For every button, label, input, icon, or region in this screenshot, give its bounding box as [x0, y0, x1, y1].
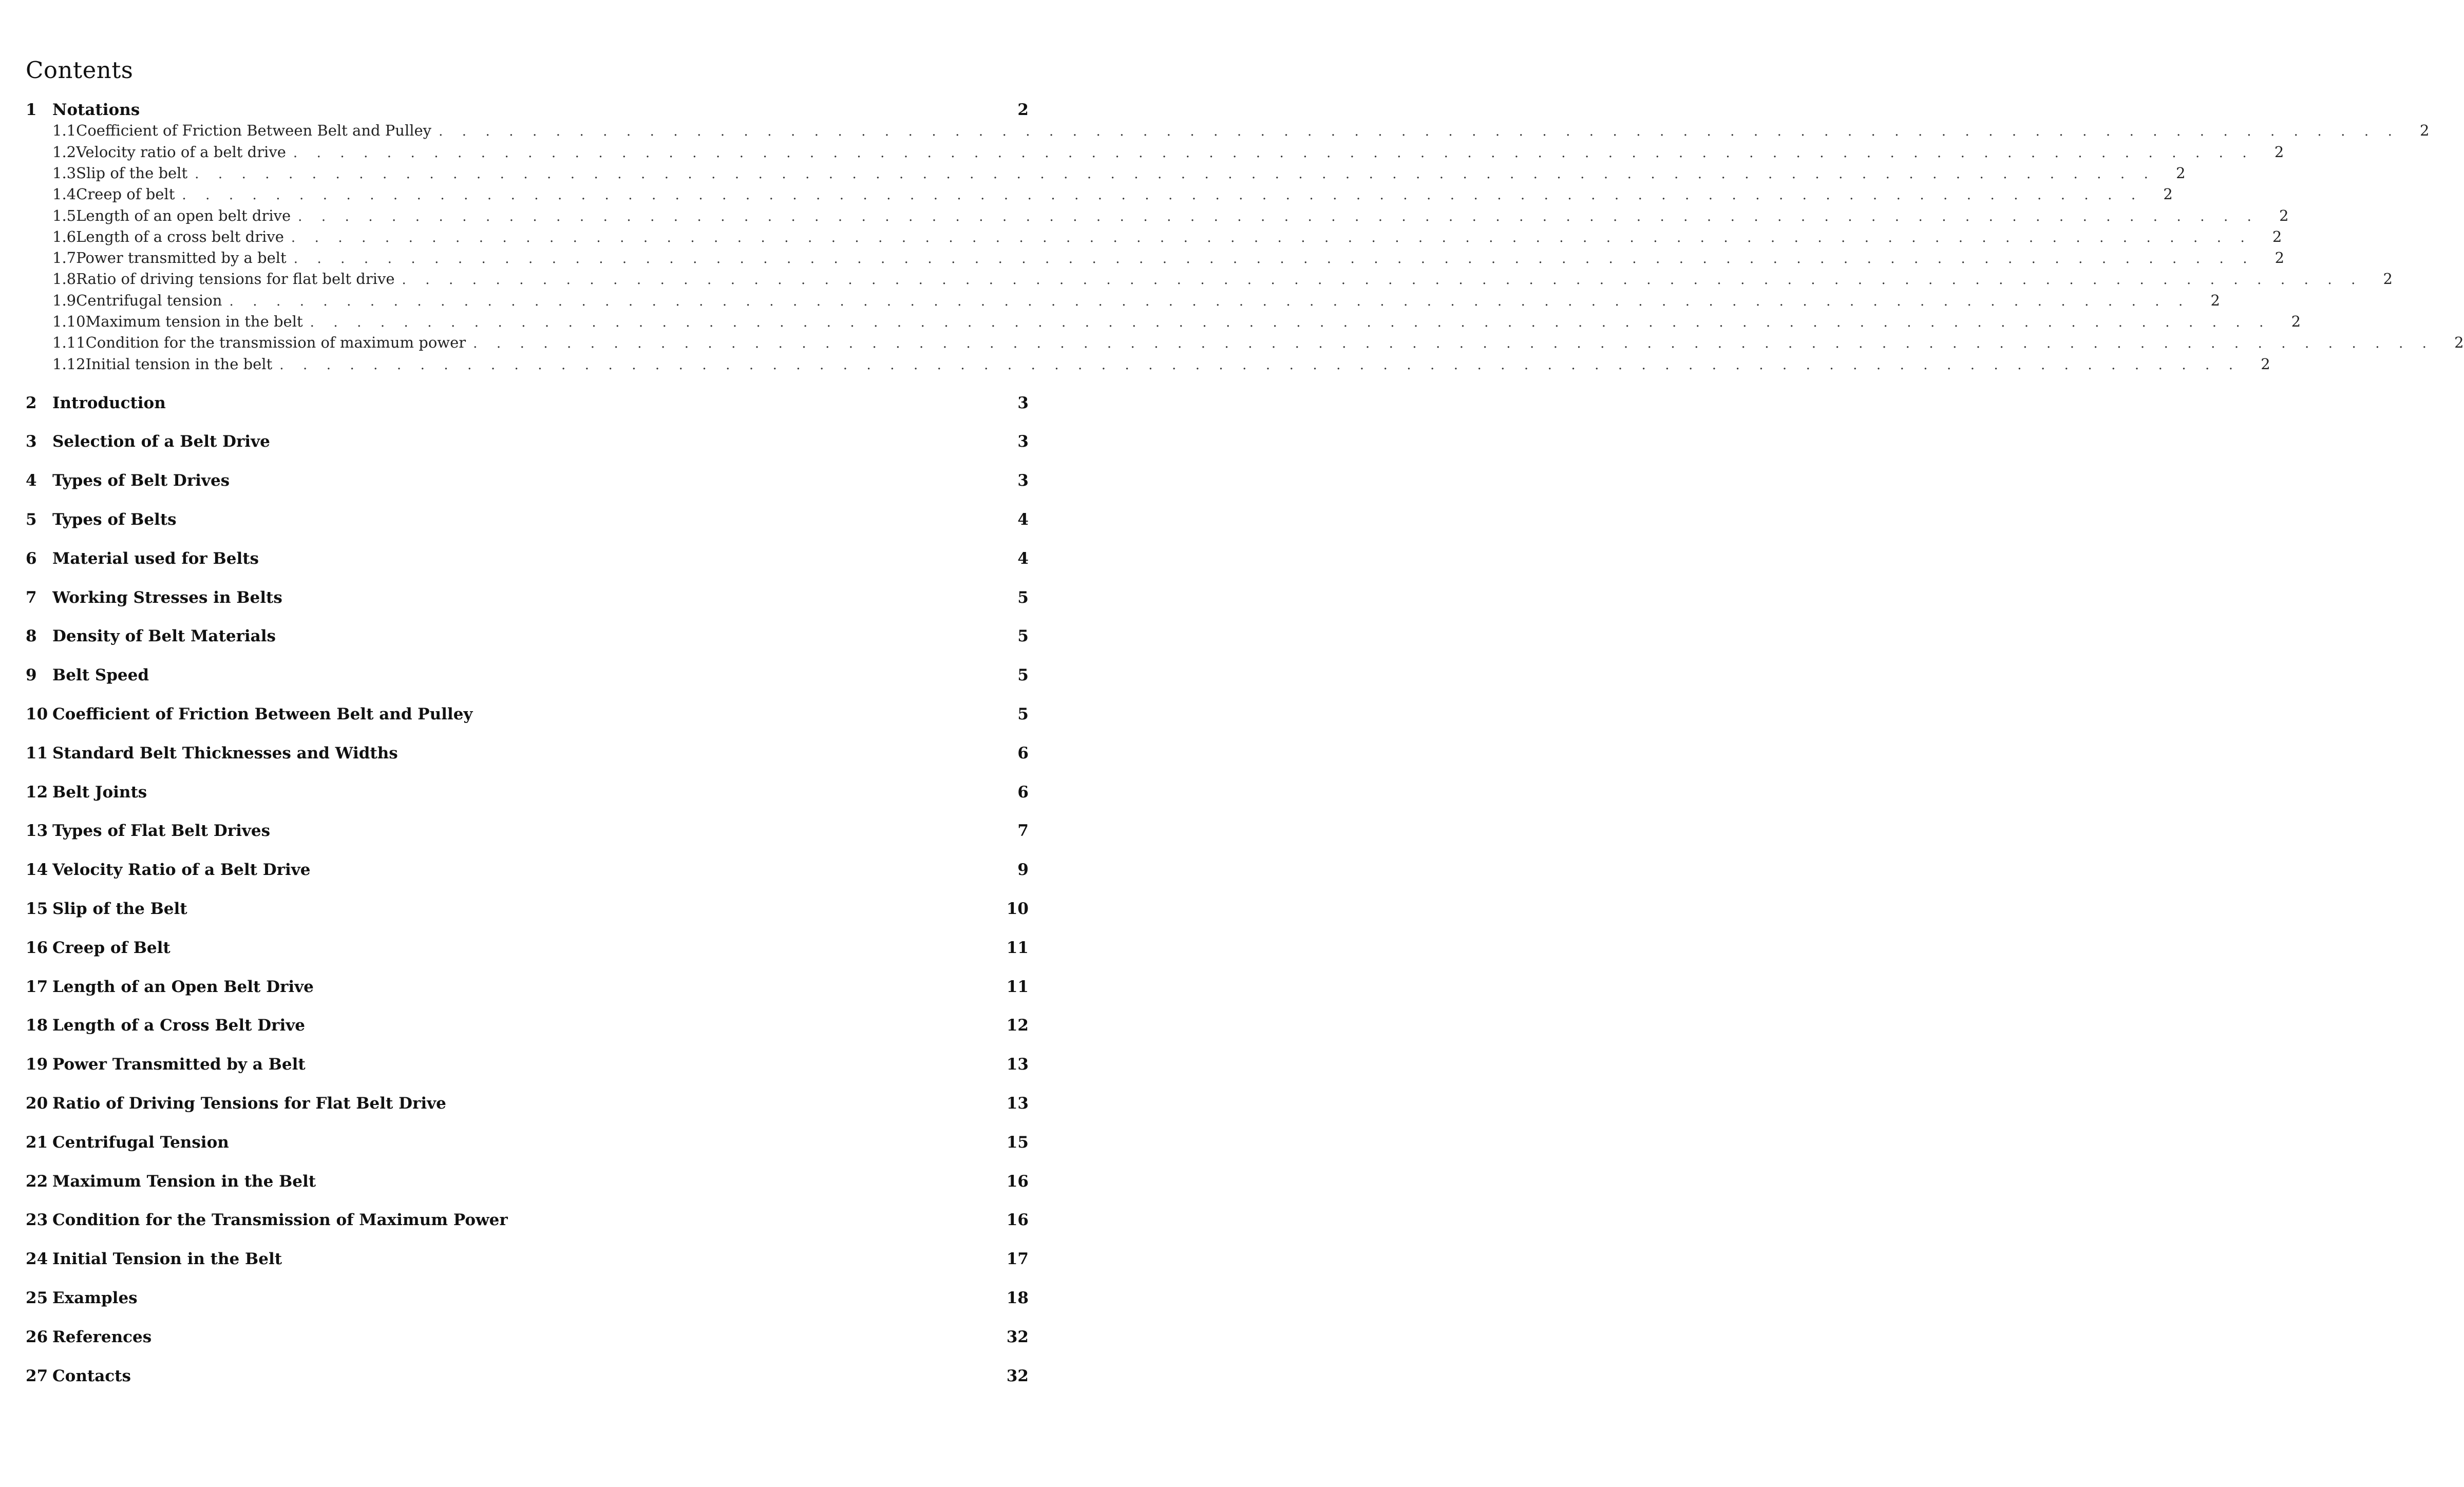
- toc-section-entry[interactable]: [26, 1016, 1029, 1037]
- toc-subsection-entry[interactable]: [26, 122, 2430, 141]
- toc-entry-title: Maximum tension in the belt: [85, 313, 303, 330]
- toc-entry-title: Power transmitted by a belt: [76, 249, 287, 266]
- toc-entry-number: 11: [26, 744, 48, 762]
- toc-entry-number: 27: [26, 1367, 48, 1385]
- toc-entry-page: 16: [1006, 1211, 1029, 1229]
- toc-entry-title: Coefficient of Friction Between Belt and Pulley: [76, 122, 432, 139]
- toc-entry-page: 16: [1006, 1172, 1029, 1191]
- toc-section-entry[interactable]: [26, 588, 1029, 609]
- toc-page: [26, 0, 2464, 1487]
- toc-entry-number: 14: [26, 861, 48, 879]
- toc-entry-title: Maximum Tension in the Belt: [52, 1172, 316, 1191]
- toc-entry-page: 18: [1006, 1289, 1029, 1307]
- toc-section-entry[interactable]: [26, 1328, 1029, 1348]
- toc-entry-number: 15: [26, 900, 48, 918]
- toc-entry-page: 3: [1017, 394, 1029, 412]
- toc-entry-title: Initial Tension in the Belt: [52, 1250, 282, 1268]
- toc-entry-title: Velocity Ratio of a Belt Drive: [52, 861, 311, 879]
- toc-entry-page: 13: [1006, 1094, 1029, 1113]
- toc-entry-title: Condition for the Transmission of Maximum Power: [52, 1211, 508, 1229]
- toc-entry-page: 32: [1006, 1328, 1029, 1346]
- toc-entry-page: 15: [1006, 1133, 1029, 1152]
- toc-entry-number: 13: [26, 822, 48, 840]
- toc-entry-title: Contacts: [52, 1367, 131, 1385]
- toc-dot-leader: . . . . . . . . . . . . . . . . . . . . . . . . . . . . . . . . . . . . . . . . . . . . . . . . . . . . . . . . . . . . . . . . . . . . . . . . . . . . . . . . . . . .: [195, 166, 2156, 182]
- toc-entry-title: Velocity ratio of a belt drive: [76, 143, 286, 161]
- toc-entry-number: 1.1: [52, 122, 77, 139]
- toc-entry-number: 7: [26, 588, 37, 607]
- toc-entry-page: 2: [2176, 164, 2186, 182]
- toc-entry-title: Centrifugal Tension: [52, 1133, 229, 1152]
- toc-entry-page: 2: [1017, 101, 1029, 119]
- toc-subsection-entry[interactable]: [26, 313, 2301, 332]
- toc-section-entry[interactable]: [26, 1211, 1029, 1231]
- toc-entry-title: Types of Belt Drives: [52, 471, 230, 490]
- toc-entry-title: References: [52, 1328, 152, 1346]
- toc-entry-number: 6: [26, 549, 37, 568]
- toc-entry-number: 16: [26, 939, 48, 957]
- toc-entry-page: 2: [2272, 228, 2282, 245]
- toc-entry-number: 8: [26, 627, 37, 645]
- toc-entry-title: Standard Belt Thicknesses and Widths: [52, 744, 398, 762]
- toc-section-entry[interactable]: [26, 822, 1029, 842]
- toc-entry-page: 2: [2274, 143, 2284, 161]
- toc-section-entry[interactable]: [26, 510, 1029, 531]
- toc-entry-page: 2: [2420, 122, 2430, 139]
- toc-entry-number: 1.7: [52, 249, 77, 266]
- toc-section-entry[interactable]: [26, 783, 1029, 804]
- toc-entry-page: 2: [2383, 270, 2393, 288]
- toc-entry-page: 5: [1017, 705, 1029, 723]
- toc-entry-page: 17: [1006, 1250, 1029, 1268]
- toc-entry-title: Centrifugal tension: [76, 292, 222, 309]
- toc-entry-number: 1.3: [52, 164, 77, 182]
- toc-entry-page: 2: [2279, 207, 2289, 224]
- toc-entry-page: 5: [1017, 588, 1029, 607]
- toc-entry-title: Types of Belts: [52, 510, 177, 529]
- toc-entry-title: Creep of belt: [76, 185, 175, 203]
- toc-subsection-entry[interactable]: [26, 292, 2220, 311]
- toc-entry-number: 26: [26, 1328, 48, 1346]
- toc-entry-number: 4: [26, 471, 37, 490]
- toc-section-entry[interactable]: [26, 861, 1029, 881]
- toc-entry-page: 11: [1006, 939, 1029, 957]
- toc-section-entry[interactable]: [26, 1094, 1029, 1115]
- toc-section-entry[interactable]: [26, 549, 1029, 570]
- toc-entry-title: Ratio of Driving Tensions for Flat Belt Drive: [52, 1094, 446, 1113]
- toc-dot-leader: . . . . . . . . . . . . . . . . . . . . . . . . . . . . . . . . . . . . . . . . . . . . . . . . . . . . . . . . . . . . . . . . . . . . . . . . . . . . . . . . . . . .: [473, 336, 2434, 351]
- toc-section-entry[interactable]: [26, 471, 1029, 492]
- toc-entry-title: Length of an open belt drive: [76, 207, 291, 224]
- toc-dot-leader: . . . . . . . . . . . . . . . . . . . . . . . . . . . . . . . . . . . . . . . . . . . . . . . . . . . . . . . . . . . . . . . . . . . . . . . . . . . . . . . . . . . .: [293, 251, 2255, 266]
- toc-dot-leader: . . . . . . . . . . . . . . . . . . . . . . . . . . . . . . . . . . . . . . . . . . . . . . . . . . . . . . . . . . . . . . . . . . . . . . . . . . . . . . . . . . . .: [298, 209, 2259, 224]
- toc-entry-page: 5: [1017, 627, 1029, 645]
- toc-entry-number: 1.4: [52, 185, 77, 203]
- toc-dot-leader: . . . . . . . . . . . . . . . . . . . . . . . . . . . . . . . . . . . . . . . . . . . . . . . . . . . . . . . . . . . . . . . . . . . . . . . . . . . . . . . . . . . .: [402, 272, 2363, 288]
- toc-entry-title: Slip of the Belt: [52, 900, 187, 918]
- toc-dot-leader: . . . . . . . . . . . . . . . . . . . . . . . . . . . . . . . . . . . . . . . . . . . . . . . . . . . . . . . . . . . . . . . . . . . . . . . . . . . . . . . . . . . .: [229, 294, 2190, 309]
- toc-entry-number: 1.8: [52, 270, 77, 288]
- toc-entry-title: Working Stresses in Belts: [52, 588, 282, 607]
- toc-section-entry[interactable]: [26, 939, 1029, 959]
- toc-entry-number: 25: [26, 1289, 48, 1307]
- toc-section-entry[interactable]: [26, 900, 1029, 920]
- toc-entry-page: 11: [1006, 978, 1029, 996]
- toc-entry-page: 12: [1006, 1016, 1029, 1035]
- toc-dot-leader: . . . . . . . . . . . . . . . . . . . . . . . . . . . . . . . . . . . . . . . . . . . . . . . . . . . . . . . . . . . . . . . . . . . . . . . . . . . . . . . . . . . .: [293, 145, 2254, 161]
- toc-entry-number: 12: [26, 783, 48, 802]
- toc-entry-page: 2: [2291, 313, 2301, 330]
- toc-section-entry[interactable]: [26, 1055, 1029, 1076]
- toc-entry-number: 23: [26, 1211, 48, 1229]
- toc-section-entry[interactable]: [26, 666, 1029, 687]
- toc-entry-page: 6: [1017, 744, 1029, 762]
- toc-entry-title: Selection of a Belt Drive: [52, 432, 270, 451]
- toc-section-entry[interactable]: [26, 101, 1029, 121]
- toc-subsection-entry[interactable]: [26, 355, 2270, 375]
- toc-subsection-entry[interactable]: [26, 207, 2289, 226]
- toc-subsection-entry[interactable]: [26, 228, 2282, 247]
- toc-entry-title: Types of Flat Belt Drives: [52, 822, 271, 840]
- toc-entry-number: 21: [26, 1133, 48, 1152]
- toc-section-entry[interactable]: [26, 1133, 1029, 1154]
- toc-subsection-entry[interactable]: [26, 270, 2393, 290]
- toc-entry-page: 4: [1017, 510, 1029, 529]
- toc-dot-leader: . . . . . . . . . . . . . . . . . . . . . . . . . . . . . . . . . . . . . . . . . . . . . . . . . . . . . . . . . . . . . . . . . . . . . . . . . . . . . . . . . . . .: [182, 187, 2143, 203]
- toc-section-entry[interactable]: [26, 744, 1029, 765]
- toc-entry-number: 1.5: [52, 207, 77, 224]
- toc-entry-title: Length of a Cross Belt Drive: [52, 1016, 305, 1035]
- toc-entry-number: 9: [26, 666, 37, 684]
- toc-entry-page: 2: [2261, 355, 2270, 373]
- toc-entry-page: 9: [1017, 861, 1029, 879]
- toc-entry-number: 22: [26, 1172, 48, 1191]
- toc-entry-title: Length of a cross belt drive: [76, 228, 284, 245]
- toc-entry-number: 1.2: [52, 143, 77, 161]
- toc-entry-title: Length of an Open Belt Drive: [52, 978, 314, 996]
- toc-entry-page: 10: [1006, 900, 1029, 918]
- toc-entry-number: 24: [26, 1250, 48, 1268]
- toc-entry-number: 1: [26, 101, 37, 119]
- toc-entry-page: 6: [1017, 783, 1029, 802]
- toc-section-entry[interactable]: [26, 432, 1029, 453]
- toc-entry-number: 2: [26, 394, 37, 412]
- toc-entry-title: Ratio of driving tensions for flat belt drive: [76, 270, 395, 288]
- toc-section-entry[interactable]: [26, 1250, 1029, 1270]
- toc-heading: Contents: [26, 56, 134, 84]
- toc-section-entry[interactable]: [26, 1367, 1029, 1387]
- toc-entry-number: 10: [26, 705, 48, 723]
- toc-entry-number: 1.12: [52, 355, 86, 373]
- toc-section-entry[interactable]: [26, 1289, 1029, 1309]
- toc-entry-title: Belt Joints: [52, 783, 147, 802]
- toc-entry-title: Notations: [52, 101, 140, 119]
- toc-entry-number: 17: [26, 978, 48, 996]
- toc-entry-title: Coefficient of Friction Between Belt and Pulley: [52, 705, 473, 723]
- toc-subsection-entry[interactable]: [26, 164, 2186, 184]
- toc-entry-title: Belt Speed: [52, 666, 149, 684]
- toc-entry-page: 13: [1006, 1055, 1029, 1074]
- toc-entry-number: 1.10: [52, 313, 86, 330]
- toc-entry-number: 1.6: [52, 228, 77, 245]
- toc-entry-title: Creep of Belt: [52, 939, 170, 957]
- toc-subsection-entry[interactable]: [26, 143, 2284, 163]
- toc-entry-title: Power Transmitted by a Belt: [52, 1055, 306, 1074]
- toc-entry-page: 2: [2275, 249, 2285, 266]
- toc-subsection-entry[interactable]: [26, 249, 2285, 269]
- toc-section-entry[interactable]: [26, 627, 1029, 647]
- toc-section-entry[interactable]: [26, 394, 1029, 414]
- toc-entry-page: 2: [2454, 334, 2464, 351]
- toc-entry-title: Slip of the belt: [76, 164, 188, 182]
- toc-entry-page: 4: [1017, 549, 1029, 568]
- toc-dot-leader: . . . . . . . . . . . . . . . . . . . . . . . . . . . . . . . . . . . . . . . . . . . . . . . . . . . . . . . . . . . . . . . . . . . . . . . . . . . . . . . . . . . .: [310, 315, 2271, 330]
- toc-entry-number: 18: [26, 1016, 48, 1035]
- toc-entry-title: Examples: [52, 1289, 138, 1307]
- toc-entry-page: 2: [2163, 185, 2173, 203]
- toc-subsection-entry[interactable]: [26, 334, 2464, 353]
- toc-entry-number: 1.9: [52, 292, 77, 309]
- toc-entry-page: 3: [1017, 432, 1029, 451]
- toc-entry-page: 2: [2210, 292, 2220, 309]
- toc-section-entry[interactable]: [26, 978, 1029, 998]
- toc-entry-page: 32: [1006, 1367, 1029, 1385]
- toc-section-entry[interactable]: [26, 705, 1029, 726]
- toc-subsection-entry[interactable]: [26, 185, 2173, 205]
- toc-entry-title: Density of Belt Materials: [52, 627, 276, 645]
- toc-dot-leader: . . . . . . . . . . . . . . . . . . . . . . . . . . . . . . . . . . . . . . . . . . . . . . . . . . . . . . . . . . . . . . . . . . . . . . . . . . . . . . . . . . . .: [279, 357, 2241, 373]
- toc-entry-number: 1.11: [52, 334, 86, 351]
- toc-entry-title: Introduction: [52, 394, 166, 412]
- toc-entry-number: 5: [26, 510, 37, 529]
- toc-dot-leader: . . . . . . . . . . . . . . . . . . . . . . . . . . . . . . . . . . . . . . . . . . . . . . . . . . . . . . . . . . . . . . . . . . . . . . . . . . . . . . . . . . . .: [291, 230, 2252, 245]
- toc-entry-number: 20: [26, 1094, 48, 1113]
- toc-dot-leader: . . . . . . . . . . . . . . . . . . . . . . . . . . . . . . . . . . . . . . . . . . . . . . . . . . . . . . . . . . . . . . . . . . . . . . . . . . . . . . . . . . . .: [439, 124, 2400, 139]
- toc-entry-page: 7: [1017, 822, 1029, 840]
- toc-entry-title: Initial tension in the belt: [85, 355, 273, 373]
- toc-entry-page: 3: [1017, 471, 1029, 490]
- toc-entry-title: Condition for the transmission of maximum power: [85, 334, 466, 351]
- toc-entry-number: 19: [26, 1055, 48, 1074]
- toc-entry-title: Material used for Belts: [52, 549, 259, 568]
- toc-entry-number: 3: [26, 432, 37, 451]
- toc-entry-page: 5: [1017, 666, 1029, 684]
- toc-section-entry[interactable]: [26, 1172, 1029, 1193]
